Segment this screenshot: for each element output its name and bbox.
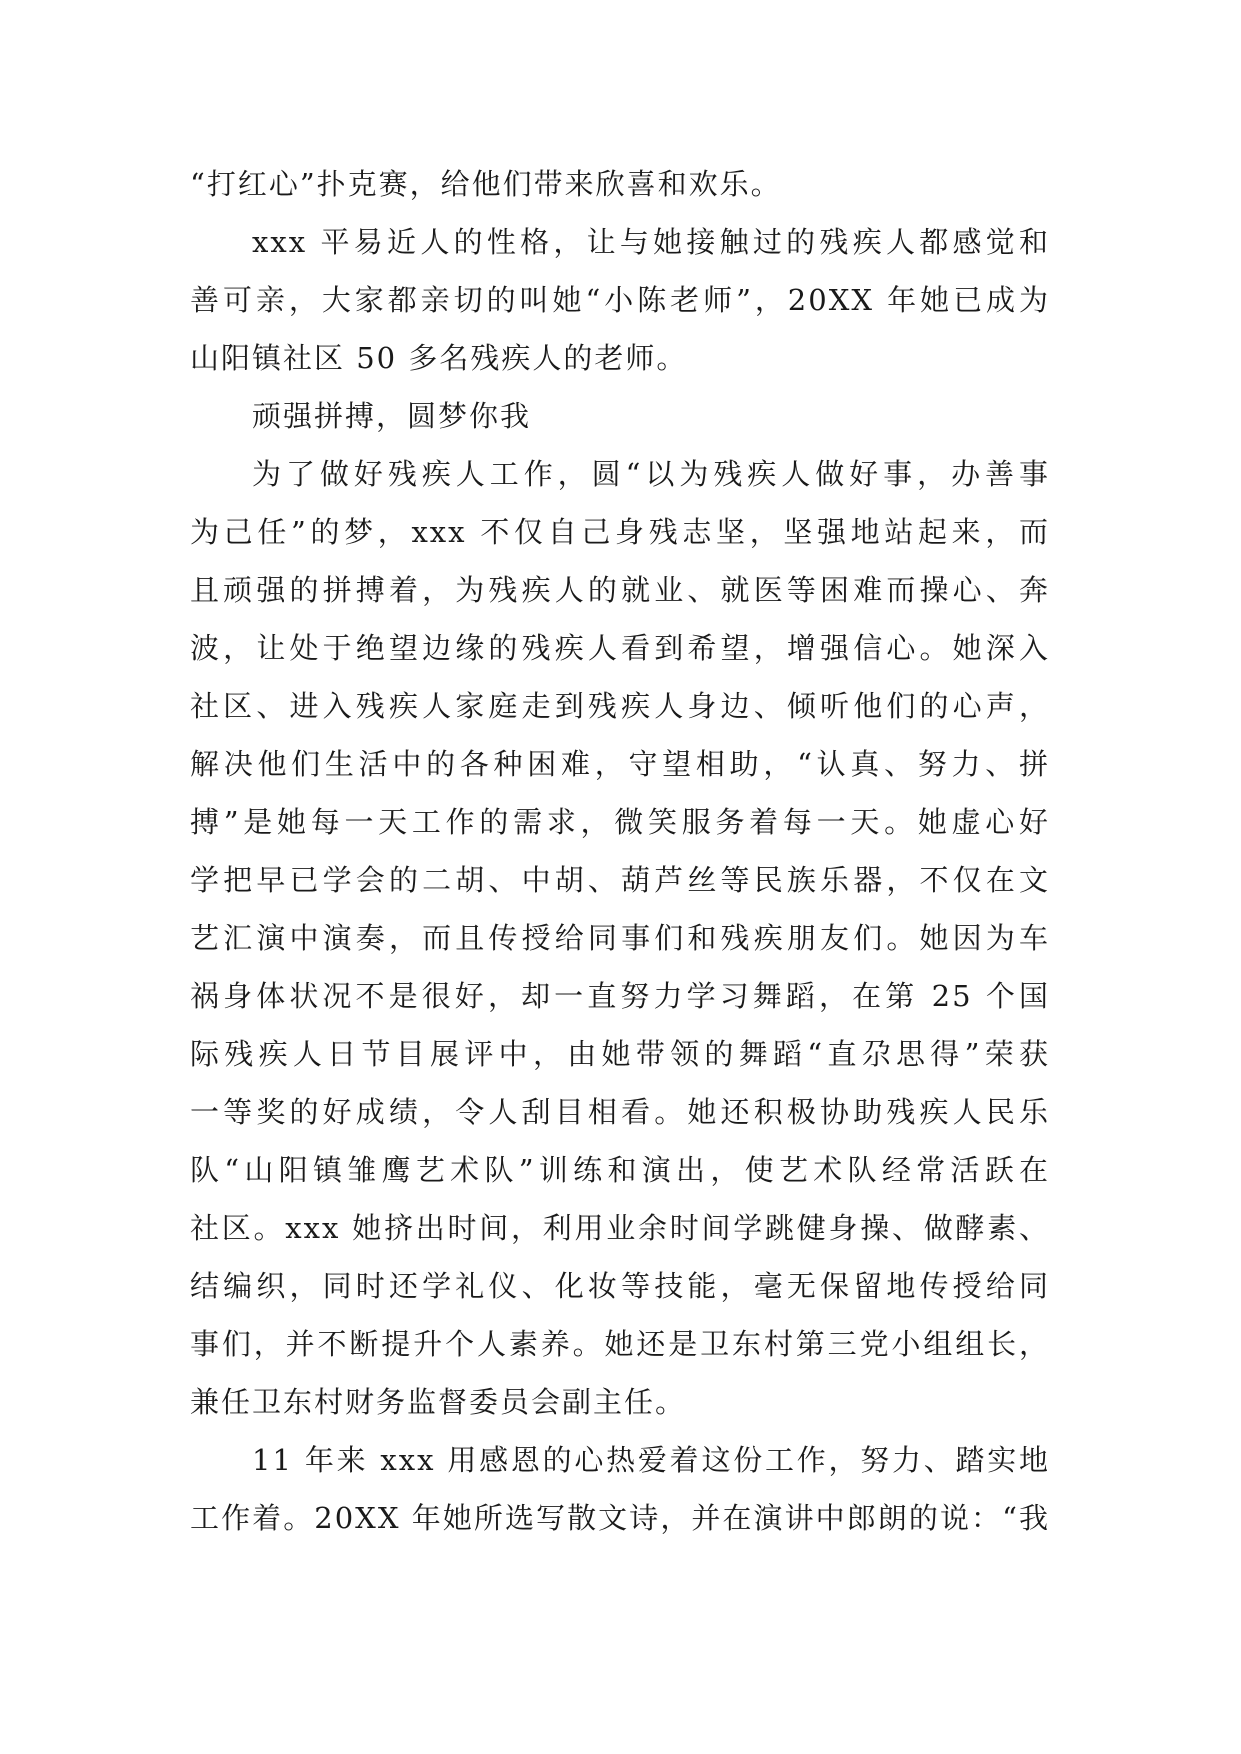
- text-line: 艺汇演中演奏，而且传授给同事们和残疾朋友们。她因为车: [190, 921, 1050, 955]
- text-line: 祸身体状况不是很好，却一直努力学习舞蹈，在第 25 个国: [190, 979, 1050, 1013]
- text-line: “打红心”扑克赛，给他们带来欣喜和欢乐。: [190, 167, 782, 201]
- text-line: 搏”是她每一天工作的需求，微笑服务着每一天。她虚心好: [190, 805, 1050, 839]
- text-line: 且顽强的拼搏着，为残疾人的就业、就医等困难而操心、奔: [190, 573, 1050, 607]
- text-line: 善可亲，大家都亲切的叫她“小陈老师”，20XX 年她已成为: [190, 283, 1050, 317]
- paragraph-first-line: xxx 平易近人的性格，让与她接触过的残疾人都感觉和: [252, 225, 1050, 259]
- text-line: 波，让处于绝望边缘的残疾人看到希望，增强信心。她深入: [190, 631, 1050, 665]
- text-line: 结编织，同时还学礼仪、化妆等技能，毫无保留地传授给同: [190, 1269, 1050, 1303]
- text-line: 兼任卫东村财务监督委员会副主任。: [190, 1385, 687, 1419]
- text-line: 一等奖的好成绩，令人刮目相看。她还积极协助残疾人民乐: [190, 1095, 1050, 1129]
- text-line: 队“山阳镇雏鹰艺术队”训练和演出，使艺术队经常活跃在: [190, 1153, 1050, 1187]
- text-line: 解决他们生活中的各种困难，守望相助，“认真、努力、拼: [190, 747, 1050, 781]
- paragraph-first-line: 11 年来 xxx 用感恩的心热爱着这份工作，努力、踏实地: [252, 1443, 1050, 1477]
- section-heading: 顽强拼搏，圆梦你我: [252, 399, 532, 433]
- text-line: 社区。xxx 她挤出时间，利用业余时间学跳健身操、做酵素、: [190, 1211, 1050, 1245]
- text-line: 山阳镇社区 50 多名残疾人的老师。: [190, 341, 688, 375]
- text-line: 社区、进入残疾人家庭走到残疾人身边、倾听他们的心声，: [190, 689, 1050, 723]
- text-line: 学把早已学会的二胡、中胡、葫芦丝等民族乐器，不仅在文: [190, 863, 1050, 897]
- paragraph-first-line: 为了做好残疾人工作，圆“以为残疾人做好事，办善事: [252, 457, 1050, 491]
- text-line: 际残疾人日节目展评中，由她带领的舞蹈“直尕思得”荣获: [190, 1037, 1050, 1071]
- text-line: 工作着。20XX 年她所选写散文诗，并在演讲中郎朗的说：“我: [190, 1501, 1050, 1535]
- text-line: 事们，并不断提升个人素养。她还是卫东村第三党小组组长，: [190, 1327, 1050, 1361]
- text-line: 为己任”的梦，xxx 不仅自己身残志坚，坚强地站起来，而: [190, 515, 1050, 549]
- document-body: [190, 155, 1050, 1547]
